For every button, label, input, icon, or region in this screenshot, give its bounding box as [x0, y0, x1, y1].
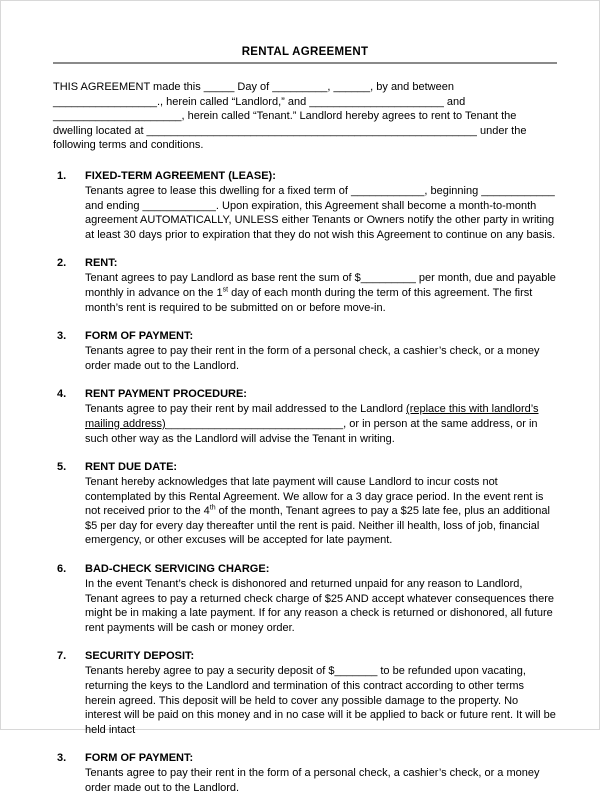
clause-text-part-a: Tenants agree to pay their rent by mail addressed to the Landlord: [85, 403, 407, 416]
clause-body: [85, 751, 557, 795]
clause-body: [85, 329, 557, 373]
page-content: [53, 45, 557, 810]
clause-text-part-b: _____________________________, or in person at the same address, or in such other way as the Landlord will advise the Tenant in writing.: [85, 417, 538, 445]
clause-number: 7.: [57, 650, 67, 663]
clause-heading: FORM OF PAYMENT:: [85, 330, 194, 343]
clause-number: 4.: [57, 388, 67, 401]
clause-body: [85, 460, 557, 548]
page-title: RENTAL AGREEMENT: [241, 46, 369, 58]
intro-paragraph: [53, 80, 557, 153]
clause-text: Tenants hereby agree to pay a security deposit of $_______ to be refunded upon vacating, returning the keys to the Landlord and termination of this contract according to other terms herein agreed. This deposit will be held to cover any possible damage to the property. No interest will be paid on this money and in no case will it be applied to back or future rent. It will be held intact: [85, 665, 556, 736]
clause-number: 5.: [57, 461, 67, 474]
clause-heading: FIXED-TERM AGREEMENT (LEASE):: [85, 169, 276, 182]
clause-item: [53, 387, 557, 446]
clause-body: [85, 562, 557, 635]
clause-number: 1.: [57, 169, 67, 182]
clause-item: [53, 169, 557, 242]
clause-number: 3.: [57, 330, 67, 343]
clause-body: [85, 256, 557, 315]
clause-item: [53, 460, 557, 548]
intro-line-2: _________________., herein called “Landlord,” and ______________________ and: [53, 95, 466, 108]
clause-heading: RENT PAYMENT PROCEDURE:: [85, 388, 247, 401]
intro-line-1: THIS AGREEMENT made this _____ Day of _________, ______, by and between: [53, 81, 454, 93]
clause-body: [85, 649, 557, 737]
clause-text: Tenants agree to pay their rent in the form of a personal check, a cashier’s check, or a money order made out to the Landlord.: [85, 345, 540, 372]
clause-item: [53, 649, 557, 737]
clause-text: [85, 271, 557, 315]
clause-number: 3.: [57, 752, 67, 765]
clause-text: Tenants agree to lease this dwelling for a fixed term of ____________, beginning ____________ and ending ____________. Upon expiration, this Agreement shall become a month-to-month agreement AUTOMATICALLY, UNLESS either Tenants or Owners notify the other party in writing at least 30 days prior to expiration that they do not wish this Agreement to continue on any basis.: [85, 184, 556, 241]
clause-number: 2.: [57, 257, 67, 270]
clause-body: [85, 387, 557, 446]
clause-text-part-b: day of each month during the term of this agreement. The first month’s rent is required to be submitted on or before move-in.: [85, 286, 533, 314]
clause-item: [53, 751, 557, 795]
clause-text: Tenants agree to pay their rent in the form of a personal check, a cashier’s check, or a money order made out to the Landlord.: [85, 767, 540, 794]
clause-text-part-b: of the month, Tenant agrees to pay a $25 late fee, plus an additional $5 per day for every day thereafter until the rent is paid. Neither ill health, loss of job, financial emergency, or other excuses will be accepted for late payment.: [85, 505, 550, 547]
clause-number: 6.: [57, 563, 67, 576]
clause-item: [53, 256, 557, 315]
clause-text: [85, 475, 557, 548]
clause-heading: BAD-CHECK SERVICING CHARGE:: [85, 563, 270, 576]
landlord-address-placeholder: (replace this with landlord’s mailing address): [85, 403, 539, 430]
clause-heading: FORM OF PAYMENT:: [85, 752, 194, 765]
title-divider: [53, 62, 557, 64]
clause-heading: RENT DUE DATE:: [85, 461, 178, 474]
intro-line-3: _____________________, herein called “Tenant.” Landlord hereby agrees to rent to Tenant the: [53, 110, 517, 123]
clause-text-part-a: Tenant agrees to pay Landlord as base rent the sum of $_________ per month, due and payable monthly in advance on the 1: [85, 272, 556, 299]
ordinal-suffix: th: [209, 504, 216, 512]
intro-line-4: dwelling located at ______________________________________________________ under the: [53, 124, 527, 137]
ordinal-suffix: st: [222, 286, 229, 294]
clause-text: [85, 402, 557, 446]
intro-line-5: following terms and conditions.: [53, 139, 204, 152]
clause-text: In the event Tenant’s check is dishonored and returned unpaid for any reason to Landlord, Tenant agrees to pay a returned check charge of $25 AND accept whatever consequences there might be in making a late payment. If for any reason a check is returned or dishonored, all future rent payments will be cash or money order.: [85, 578, 555, 634]
clause-body: [85, 169, 557, 242]
clause-text-part-a: Tenant hereby acknowledges that late payment will cause Landlord to incur costs not contemplated by this Rental Agreement. We allow for a 3 day grace period. In the event rent is not received prior to the 4: [85, 476, 544, 518]
clause-item: [53, 562, 557, 635]
clause-item: [53, 329, 557, 373]
clause-heading: SECURITY DEPOSIT:: [85, 650, 195, 663]
clause-heading: RENT:: [85, 257, 118, 270]
